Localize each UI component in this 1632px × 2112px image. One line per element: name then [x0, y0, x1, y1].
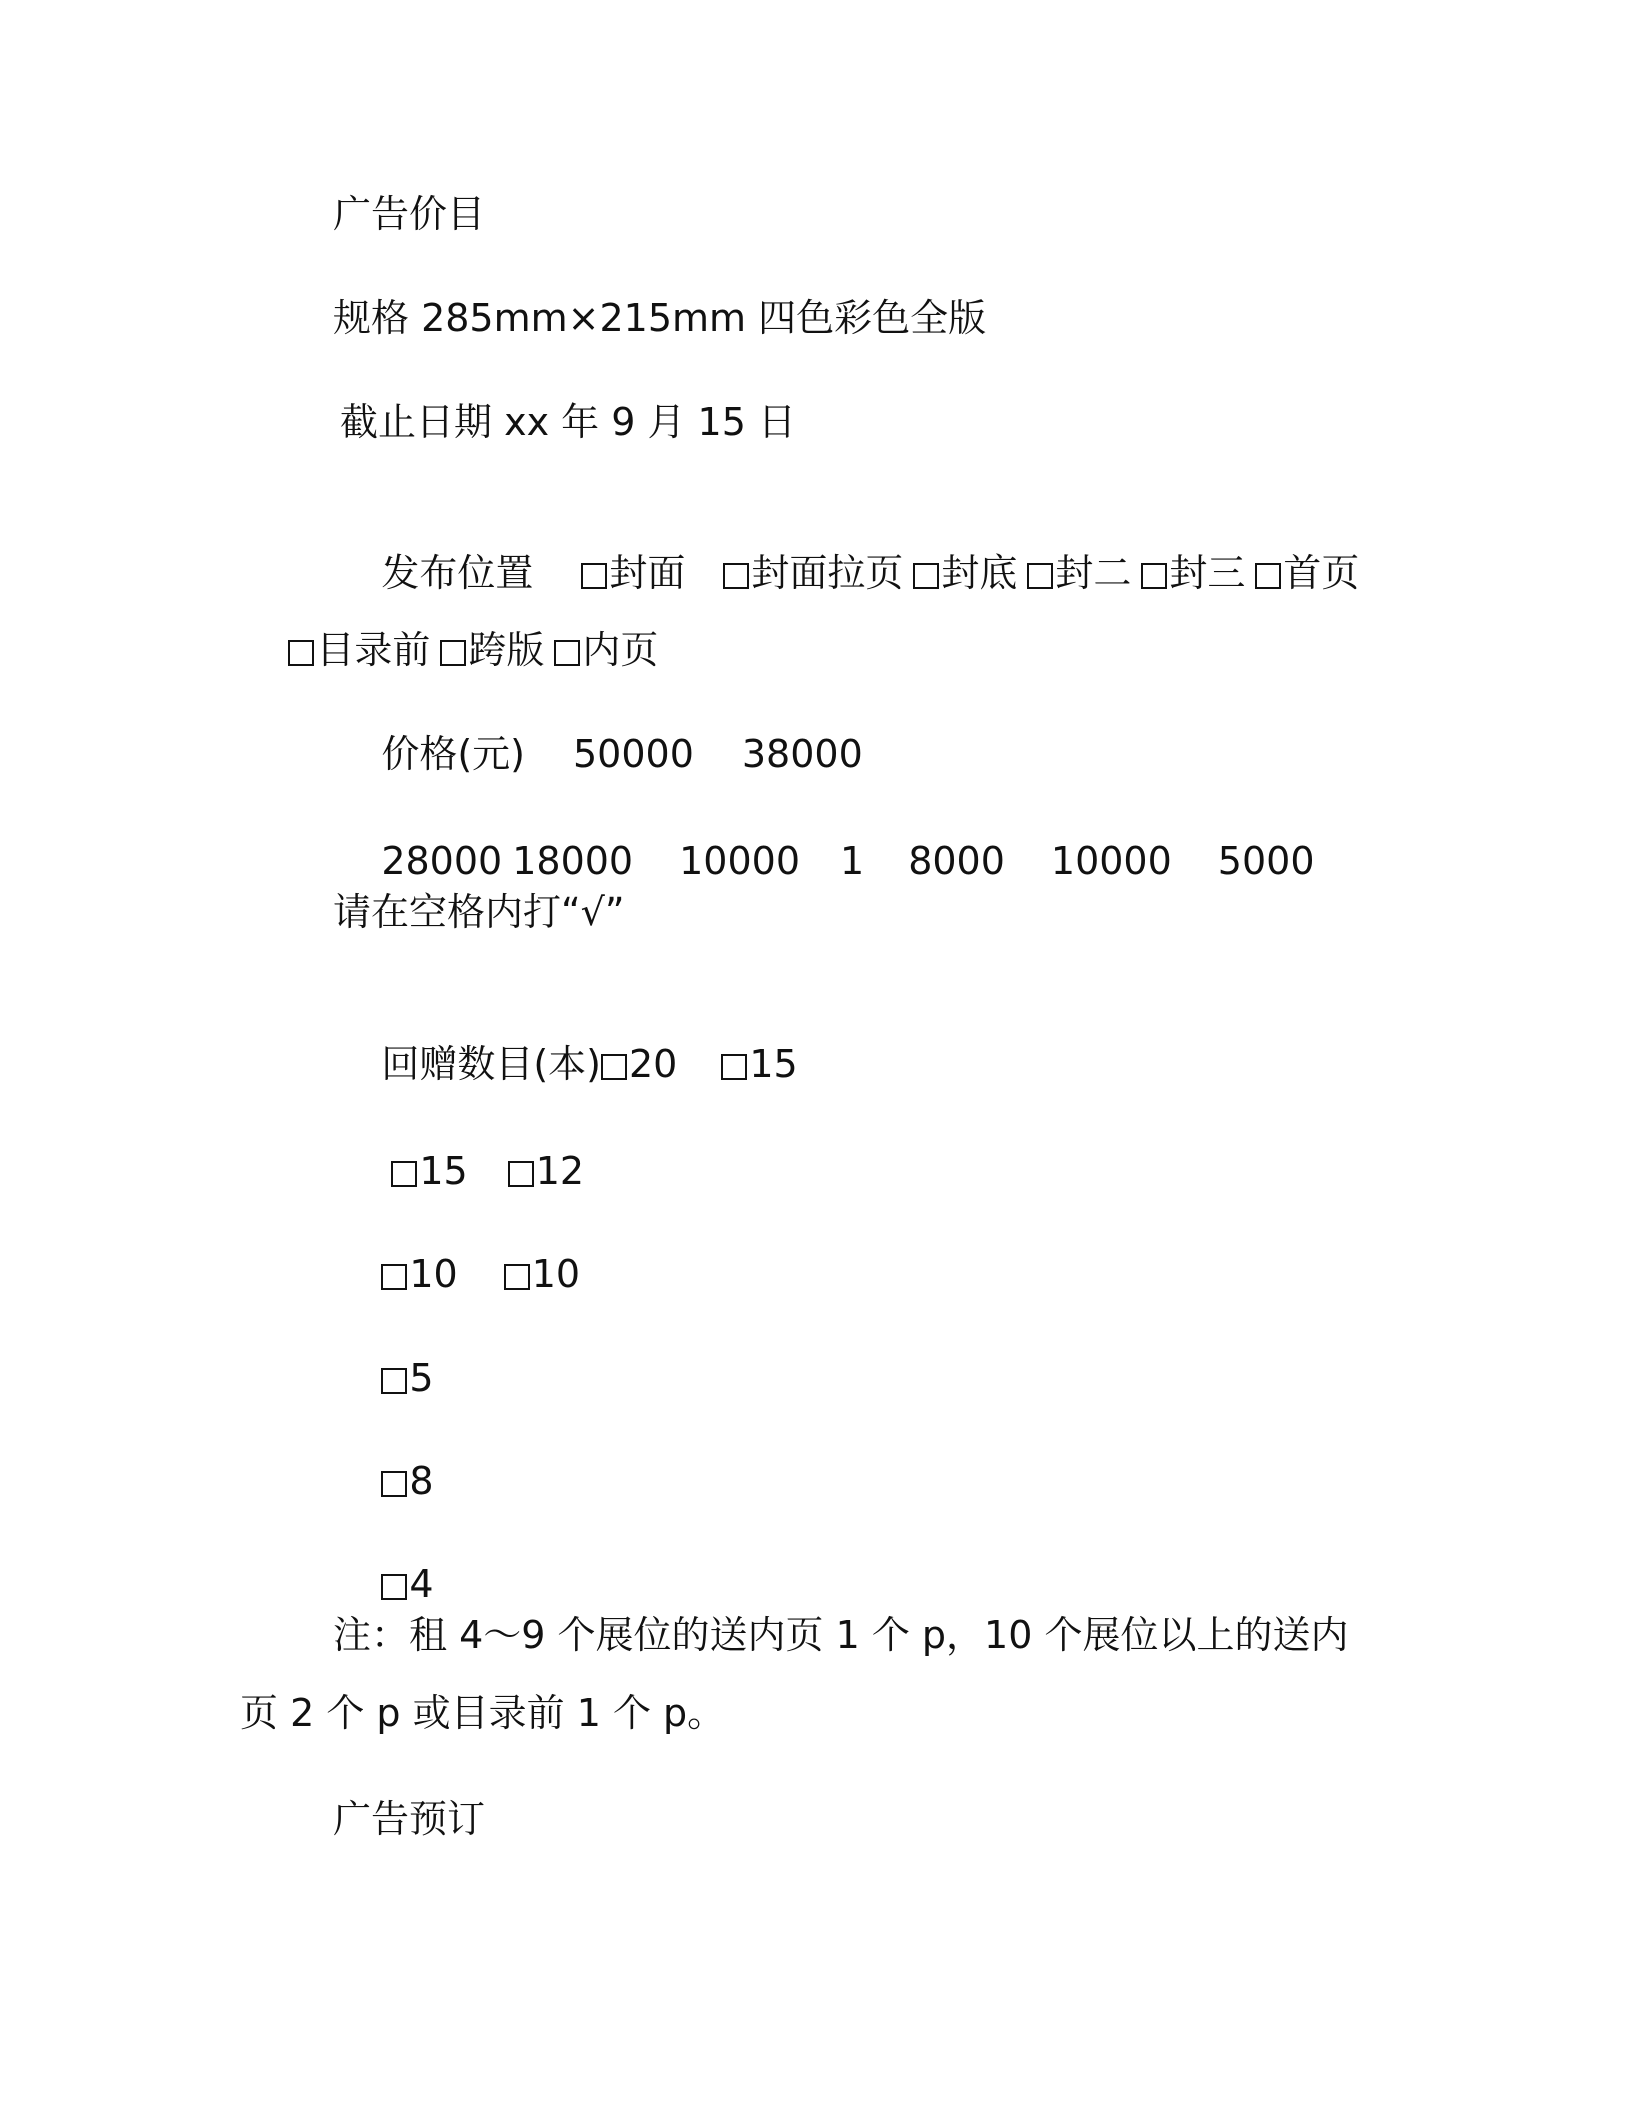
gift-value: 4	[409, 1562, 434, 1606]
checkbox-inner-page[interactable]	[554, 640, 580, 666]
checkbox-gift[interactable]	[504, 1264, 530, 1290]
checkbox-inside-back[interactable]	[1141, 563, 1167, 589]
gift-value: 12	[535, 1149, 585, 1193]
option-spread: 跨版	[468, 628, 545, 672]
option-inside-front: 封二	[1055, 551, 1132, 595]
price-value: 10000	[1050, 839, 1172, 883]
checkbox-gift[interactable]	[601, 1054, 627, 1080]
heading-booking: 广告预订	[333, 1797, 486, 1841]
price-value: 5000	[1217, 839, 1315, 883]
checkbox-before-contents[interactable]	[288, 640, 314, 666]
checkbox-spread[interactable]	[440, 640, 466, 666]
gift-value: 10	[531, 1252, 581, 1296]
gift-value: 10	[409, 1252, 458, 1296]
option-cover-foldout: 封面拉页	[751, 551, 904, 595]
spec-line: 规格 285mm×215mm 四色彩色全版	[333, 296, 987, 340]
option-back-cover: 封底	[941, 551, 1018, 595]
gift-label: 回赠数目(本)	[381, 1042, 601, 1086]
placement-label: 发布位置	[381, 551, 534, 595]
checkbox-gift[interactable]	[381, 1471, 407, 1497]
heading-price: 广告价目	[333, 192, 486, 236]
checkbox-back-cover[interactable]	[913, 563, 939, 589]
checkbox-cover-foldout[interactable]	[723, 563, 749, 589]
gift-value: 20	[628, 1042, 678, 1086]
price-label: 价格(元)	[381, 732, 525, 776]
checkbox-gift[interactable]	[381, 1368, 407, 1394]
price-value: 1	[840, 839, 865, 883]
checkbox-gift[interactable]	[381, 1264, 407, 1290]
deadline-line: 截止日期 xx 年 9 月 15 日	[340, 400, 796, 444]
checkbox-gift[interactable]	[721, 1054, 747, 1080]
checkbox-first-page[interactable]	[1255, 563, 1281, 589]
checkbox-gift[interactable]	[508, 1161, 534, 1187]
gift-value: 5	[409, 1356, 434, 1400]
checkbox-gift[interactable]	[391, 1161, 417, 1187]
option-cover: 封面	[609, 551, 686, 595]
price-value: 8000	[908, 839, 1005, 883]
gift-value: 15	[419, 1149, 468, 1193]
gift-value: 15	[749, 1042, 798, 1086]
checkbox-inside-front[interactable]	[1027, 563, 1053, 589]
price-value: 38000	[741, 732, 863, 776]
option-inside-back: 封三	[1169, 551, 1246, 595]
option-before-contents: 目录前	[316, 628, 431, 672]
option-inner-page: 内页	[582, 628, 659, 672]
price-value: 28000	[381, 839, 503, 883]
price-value: 10000	[679, 839, 800, 883]
note-paragraph: 注：租 4～9 个展位的送内页 1 个 p，10 个展位以上的送内页 2 个 p 或目录前 1 个 p。	[240, 1613, 1349, 1735]
gift-value: 8	[409, 1459, 434, 1503]
option-first-page: 首页	[1283, 551, 1360, 595]
price-value: 50000	[572, 732, 694, 776]
instruction-line: 请在空格内打“√”	[333, 890, 625, 934]
price-value: 18000	[512, 839, 634, 883]
